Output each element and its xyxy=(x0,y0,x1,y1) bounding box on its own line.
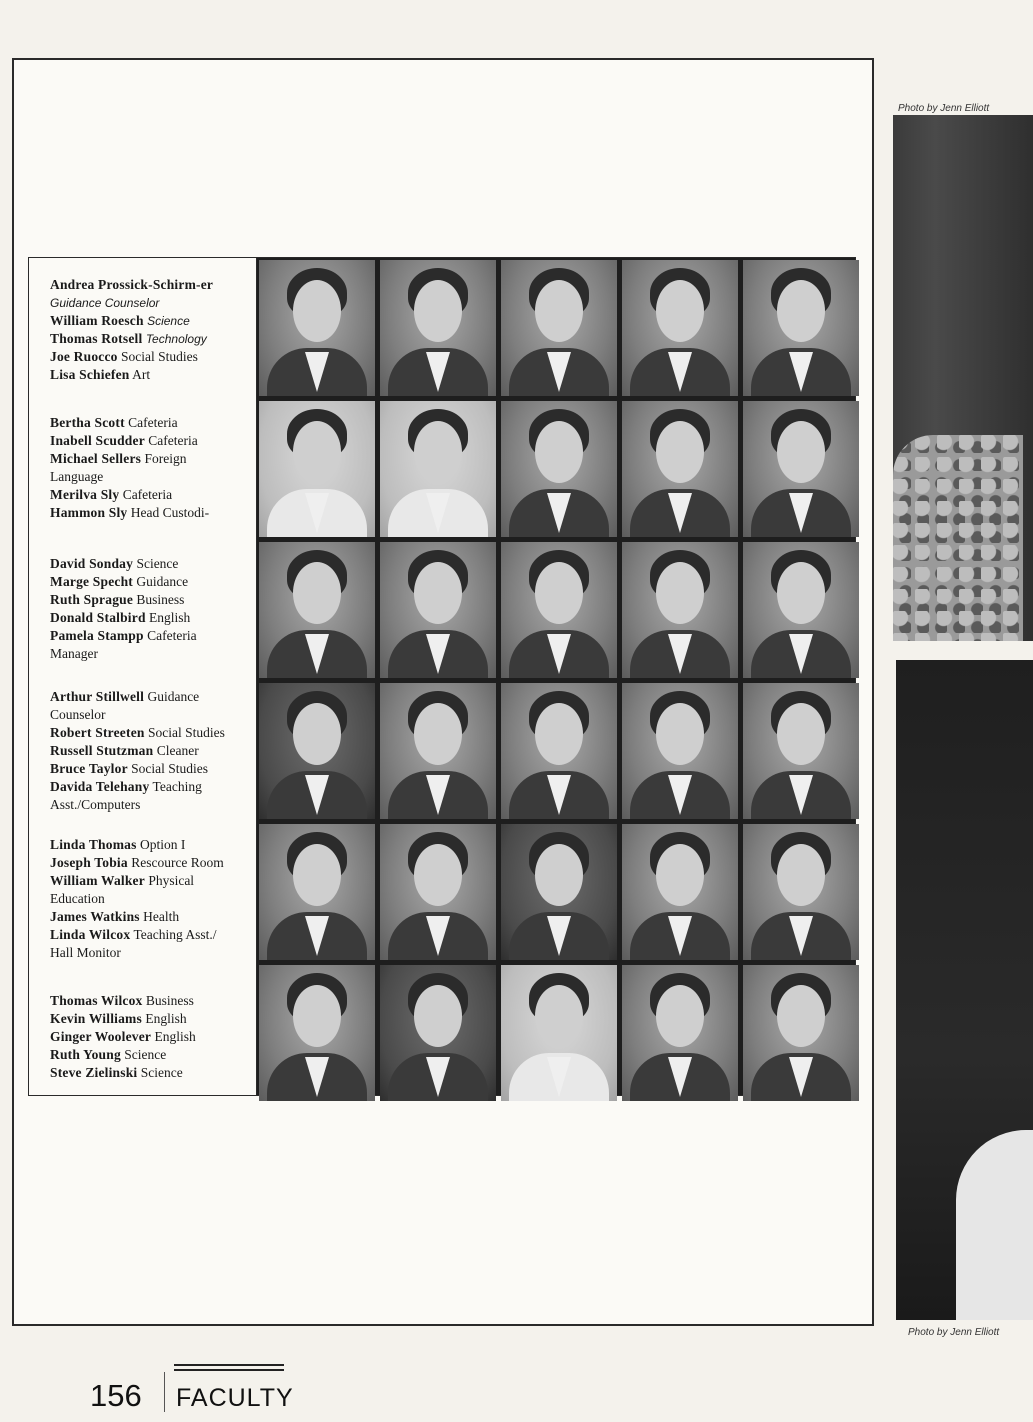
faculty-portrait xyxy=(743,401,859,537)
faculty-position: Art xyxy=(132,367,151,382)
faculty-portrait xyxy=(622,260,738,396)
faculty-position: Business xyxy=(136,592,185,607)
faculty-portrait xyxy=(259,824,375,960)
faculty-position: Technology xyxy=(145,332,207,346)
faculty-portrait xyxy=(380,260,496,396)
faculty-name: Linda Thomas xyxy=(50,837,137,852)
faculty-position: Science xyxy=(124,1047,167,1062)
faculty-name: Inabell Scudder xyxy=(50,433,145,448)
faculty-portrait xyxy=(622,683,738,819)
faculty-entry xyxy=(50,486,232,504)
faculty-position: Cafeteria xyxy=(122,487,173,502)
faculty-portrait xyxy=(259,965,375,1101)
faculty-entry xyxy=(50,1028,232,1046)
faculty-name: Hammon Sly xyxy=(50,505,128,520)
faculty-portrait xyxy=(259,260,375,396)
faculty-entry xyxy=(50,724,232,742)
faculty-portrait xyxy=(743,824,859,960)
side-photo-top xyxy=(893,115,1033,641)
faculty-position: Science xyxy=(140,1065,183,1080)
faculty-name: Joseph Tobia xyxy=(50,855,128,870)
faculty-position: Cleaner xyxy=(156,743,199,758)
faculty-name: Joe Ruocco xyxy=(50,349,118,364)
faculty-name: Ruth Young xyxy=(50,1047,121,1062)
faculty-portrait xyxy=(622,965,738,1101)
caption-group-2 xyxy=(50,414,232,522)
faculty-entry xyxy=(50,688,232,724)
faculty-entry xyxy=(50,872,232,908)
faculty-entry xyxy=(50,926,232,962)
faculty-portrait xyxy=(501,401,617,537)
faculty-portrait xyxy=(380,401,496,537)
faculty-position: Guidance xyxy=(136,574,189,589)
faculty-entry xyxy=(50,591,232,609)
faculty-position: Guidance Counselor xyxy=(50,689,200,722)
faculty-entry xyxy=(50,348,232,366)
faculty-entry xyxy=(50,555,232,573)
faculty-portrait xyxy=(259,542,375,678)
side-photos xyxy=(893,115,1033,1320)
faculty-name: Donald Stalbird xyxy=(50,610,146,625)
faculty-position: English xyxy=(154,1029,196,1044)
faculty-entry xyxy=(50,276,232,312)
faculty-position: English xyxy=(145,1011,187,1026)
faculty-entry xyxy=(50,1046,232,1064)
faculty-position: Teaching Asst./Computers xyxy=(50,779,202,812)
faculty-portrait xyxy=(380,542,496,678)
faculty-portrait xyxy=(259,401,375,537)
faculty-name: Kevin Williams xyxy=(50,1011,142,1026)
faculty-name: Davida Telehany xyxy=(50,779,150,794)
caption-group-6 xyxy=(50,992,232,1082)
faculty-entry xyxy=(50,366,232,384)
faculty-portrait xyxy=(743,965,859,1101)
faculty-portrait xyxy=(380,683,496,819)
faculty-portrait xyxy=(259,683,375,819)
faculty-entry xyxy=(50,609,232,627)
faculty-position: Physical Education xyxy=(50,873,195,906)
faculty-entry xyxy=(50,1064,232,1082)
portrait-grid xyxy=(256,257,856,1096)
faculty-name: Russell Stutzman xyxy=(50,743,154,758)
faculty-portrait xyxy=(501,965,617,1101)
faculty-portrait xyxy=(622,542,738,678)
faculty-entry xyxy=(50,854,232,872)
caption-group-3 xyxy=(50,555,232,663)
faculty-name: Merilva Sly xyxy=(50,487,120,502)
faculty-entry xyxy=(50,760,232,778)
faculty-portrait xyxy=(501,824,617,960)
page-number: 156 xyxy=(90,1378,142,1413)
faculty-portrait xyxy=(743,683,859,819)
faculty-portrait xyxy=(501,260,617,396)
side-photo-bottom xyxy=(896,660,1033,1320)
folio-rule xyxy=(174,1364,284,1366)
faculty-entry xyxy=(50,742,232,760)
faculty-name: Linda Wilcox xyxy=(50,927,131,942)
faculty-entry xyxy=(50,504,232,522)
faculty-entry xyxy=(50,1010,232,1028)
faculty-position: Cafeteria xyxy=(148,433,198,448)
faculty-entry xyxy=(50,414,232,432)
faculty-name: James Watkins xyxy=(50,909,140,924)
faculty-entry xyxy=(50,836,232,854)
faculty-entry xyxy=(50,573,232,591)
faculty-entry xyxy=(50,778,232,814)
photo-credit-bottom: Photo by Jenn Elliott xyxy=(908,1327,1000,1338)
faculty-name: Thomas Wilcox xyxy=(50,993,143,1008)
faculty-name: Arthur Stillwell xyxy=(50,689,145,704)
faculty-name: Ginger Woolever xyxy=(50,1029,152,1044)
faculty-name: Bruce Taylor xyxy=(50,761,128,776)
faculty-entry xyxy=(50,992,232,1010)
faculty-portrait xyxy=(501,683,617,819)
faculty-position: Social Studies xyxy=(131,761,209,776)
faculty-position: Option I xyxy=(139,837,186,852)
faculty-name: Marge Specht xyxy=(50,574,134,589)
faculty-name: Bertha Scott xyxy=(50,415,125,430)
faculty-portrait xyxy=(743,542,859,678)
faculty-position: Science xyxy=(136,556,179,571)
faculty-position: Science xyxy=(147,314,190,328)
faculty-name: Steve Zielinski xyxy=(50,1065,138,1080)
faculty-name: William Walker xyxy=(50,873,145,888)
faculty-name: Michael Sellers xyxy=(50,451,142,466)
faculty-entry xyxy=(50,908,232,926)
faculty-portrait xyxy=(380,824,496,960)
faculty-name: William Roesch xyxy=(50,313,144,328)
faculty-position: English xyxy=(149,610,191,625)
faculty-portrait xyxy=(622,824,738,960)
caption-group-4 xyxy=(50,688,232,814)
faculty-portrait xyxy=(501,542,617,678)
folio-divider xyxy=(164,1372,165,1412)
faculty-position: Head Custodi- xyxy=(130,505,210,520)
faculty-entry xyxy=(50,450,232,486)
faculty-entry xyxy=(50,627,232,663)
faculty-position: Health xyxy=(143,909,180,924)
faculty-position: Social Studies xyxy=(120,349,198,364)
faculty-entry xyxy=(50,330,232,348)
faculty-position: Cafeteria xyxy=(128,415,178,430)
faculty-position: Teaching Asst./ Hall Monitor xyxy=(50,927,217,960)
section-title: FACULTY xyxy=(176,1384,294,1412)
folio-rule xyxy=(174,1369,284,1371)
faculty-name: David Sonday xyxy=(50,556,134,571)
faculty-position: Rescource Room xyxy=(131,855,224,870)
faculty-position: Social Studies xyxy=(147,725,225,740)
faculty-entry xyxy=(50,432,232,450)
faculty-position: Foreign Language xyxy=(50,451,187,484)
faculty-position: Guidance Counselor xyxy=(50,296,160,310)
faculty-name: Robert Streeten xyxy=(50,725,145,740)
faculty-name: Lisa Schiefen xyxy=(50,367,130,382)
faculty-entry xyxy=(50,312,232,330)
faculty-portrait xyxy=(743,260,859,396)
photo-credit-top: Photo by Jenn Elliott xyxy=(898,103,990,114)
faculty-name: Pamela Stampp xyxy=(50,628,144,643)
faculty-position: Cafeteria Manager xyxy=(50,628,197,661)
faculty-portrait xyxy=(622,401,738,537)
faculty-name: Thomas Rotsell xyxy=(50,331,143,346)
faculty-portrait xyxy=(380,965,496,1101)
caption-group-5 xyxy=(50,836,232,962)
caption-group-1 xyxy=(50,276,232,384)
faculty-position: Business xyxy=(145,993,194,1008)
faculty-name: Ruth Sprague xyxy=(50,592,134,607)
faculty-name: Andrea Prossick-Schirm-er xyxy=(50,277,214,292)
